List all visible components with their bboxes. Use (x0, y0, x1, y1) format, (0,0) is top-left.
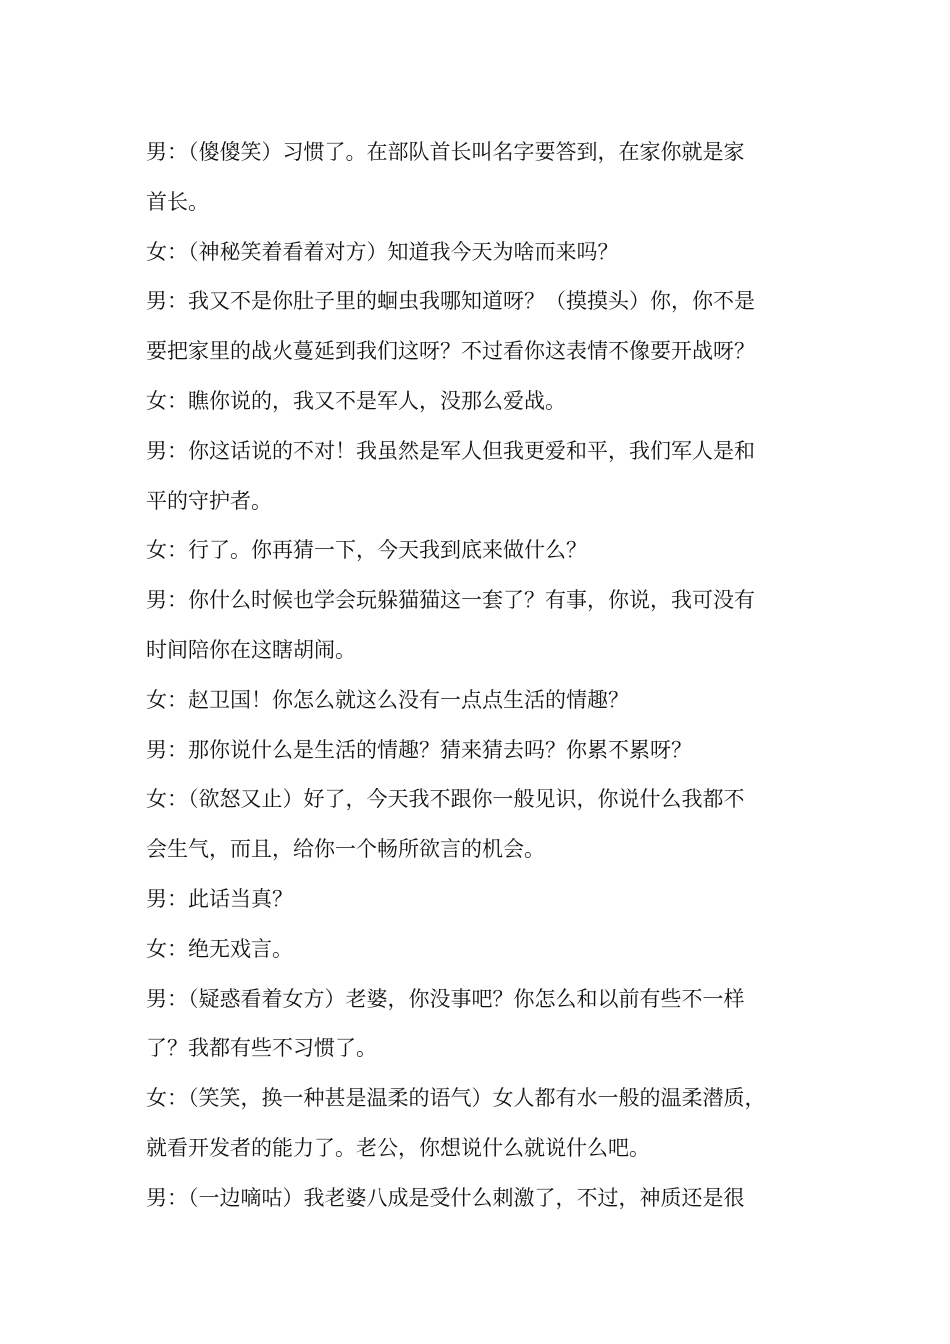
text-line: 男：你什么时候也学会玩躲猫猫这一套了？有事，你说，我可没有 (146, 588, 755, 613)
text-line: 男：那你说什么是生活的情趣？猜来猜去吗？你累不累呀？ (146, 737, 692, 762)
text-line: 要把家里的战火蔓延到我们这呀？不过看你这表情不像要开战呀？ (146, 339, 755, 364)
text-line: 了？我都有些不习惯了。 (146, 1036, 377, 1061)
text-line: 女：赵卫国！你怎么就这么没有一点点生活的情趣？ (146, 687, 629, 712)
text-line: 就看开发者的能力了。老公，你想说什么就说什么吧。 (146, 1135, 650, 1160)
text-line: 时间陪你在这瞎胡闹。 (146, 637, 356, 662)
text-line: 女：（欲怒又止）好了，今天我不跟你一般见识，你说什么我都不 (146, 787, 745, 812)
text-line: 女：（笑笑，换一种甚是温柔的语气）女人都有水一般的温柔潜质， (146, 1086, 766, 1111)
text-line: 首长。 (146, 189, 209, 214)
text-line: 女：（神秘笑着看着对方）知道我今天为啥而来吗？ (146, 239, 619, 264)
text-line: 会生气，而且，给你一个畅所欲言的机会。 (146, 837, 545, 862)
text-line: 男：此话当真？ (146, 886, 293, 911)
text-line: 女：瞧你说的，我又不是军人，没那么爱战。 (146, 388, 566, 413)
text-line: 男：（傻傻笑）习惯了。在部队首长叫名字要答到，在家你就是家 (146, 140, 745, 164)
text-line: 男：我又不是你肚子里的蛔虫我哪知道呀？（摸摸头）你，你不是 (146, 289, 755, 314)
text-line: 男：（一边嘀咕）我老婆八成是受什么刺激了，不过，神质还是很 (146, 1185, 745, 1210)
text-line: 男：（疑惑看着女方）老婆，你没事吧？你怎么和以前有些不一样 (146, 986, 745, 1011)
dialogue-text (146, 128, 822, 1224)
text-line: 女：行了。你再猜一下，今天我到底来做什么？ (146, 538, 587, 563)
text-line: 男：你这话说的不对！我虽然是军人但我更爱和平，我们军人是和 (146, 438, 755, 463)
text-line: 女：绝无戏言。 (146, 936, 293, 961)
text-line: 平的守护者。 (146, 488, 272, 513)
